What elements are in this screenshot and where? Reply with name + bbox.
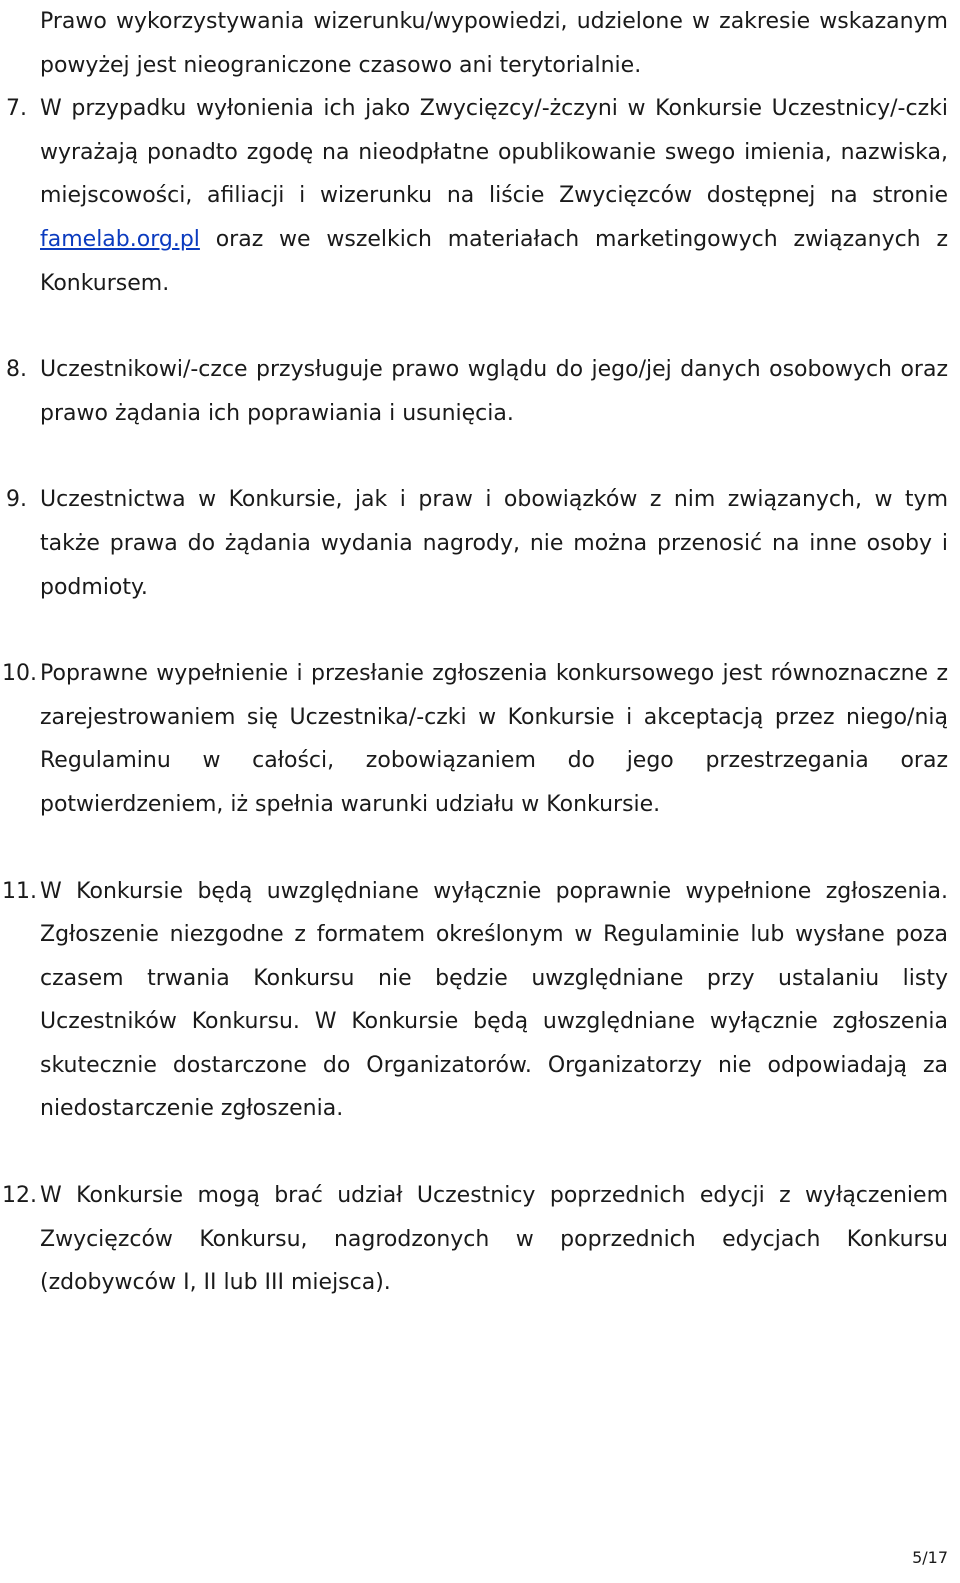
famelab-link[interactable]: famelab.org.pl [40, 226, 200, 252]
item-number: 10. [2, 661, 37, 687]
list-item-12 [2, 1174, 948, 1305]
list-item-9 [6, 478, 948, 609]
continuation-paragraph: Prawo wykorzystywania wizerunku/wypowiedzi, udzielone w zakresie wskazanym powyżej jest nieograniczone czasowo ani terytorialnie. [40, 9, 948, 78]
list-item-7 [6, 87, 948, 305]
page-number: 5/17 [912, 1548, 948, 1567]
paragraph-gap [40, 435, 948, 478]
list-item-10 [2, 652, 948, 826]
item-text [40, 87, 948, 305]
item-text-before-link: W przypadku wyłonienia ich jako Zwycięzcy/-żczyni w Konkursie Uczestnicy/-czki wyrażają ponadto zgodę na nieodpłatne opublikowanie swego imienia, nazwiska, miejscowości, afiliacji i wizerunku na liście Zwycięzców dostępnej na stronie [40, 96, 948, 209]
list-item-8 [6, 348, 948, 435]
paragraph-gap [40, 305, 948, 348]
paragraph-gap [40, 1131, 948, 1174]
paragraph-gap [40, 827, 948, 870]
list-item-11 [2, 870, 948, 1132]
item-text: W Konkursie będą uwzględniane wyłącznie poprawnie wypełnione zgłoszenia. Zgłoszenie niezgodne z formatem określonym w Regulaminie lub wysłane poza czasem trwania Konkursu nie będzie uwzględniane przy ustalaniu listy Uczestników Konkursu. W Konkursie będą uwzględniane wyłącznie zgłoszenia skutecznie dostarczone do Organizatorów. Organizatorzy nie odpowiadają za niedostarczenie zgłoszenia. [40, 878, 948, 1122]
item-text: W Konkursie mogą brać udział Uczestnicy poprzednich edycji z wyłączeniem Zwycięzców Konkursu, nagrodzonych w poprzednich edycjach Konkursu (zdobywców I, II lub III miejsca). [40, 1183, 948, 1296]
item-text: Uczestnictwa w Konkursie, jak i praw i obowiązków z nim związanych, w tym także prawa do żądania wydania nagrody, nie można przenosić na inne osoby i podmioty. [40, 487, 948, 600]
item-number: 11. [2, 878, 37, 904]
item-number: 12. [2, 1183, 37, 1209]
document-body [2, 0, 948, 1305]
item-number: 9. [6, 487, 27, 513]
item-number: 7. [6, 96, 27, 122]
item-text: Uczestnikowi/-czce przysługuje prawo wglądu do jego/jej danych osobowych oraz prawo żądania ich poprawiania i usunięcia. [40, 357, 948, 426]
paragraph-gap [40, 609, 948, 652]
item-text-after-link: oraz we wszelkich materiałach marketingowych związanych z Konkursem. [40, 226, 948, 296]
item-text: Poprawne wypełnienie i przesłanie zgłoszenia konkursowego jest równoznaczne z zarejestrowaniem się Uczestnika/-czki w Konkursie i akceptacją przez niego/nią Regulaminu w całości, zobowiązaniem do jego przestrzegania oraz potwierdzeniem, iż spełnia warunki udziału w Konkursie. [40, 661, 948, 817]
item-number: 8. [6, 357, 27, 383]
